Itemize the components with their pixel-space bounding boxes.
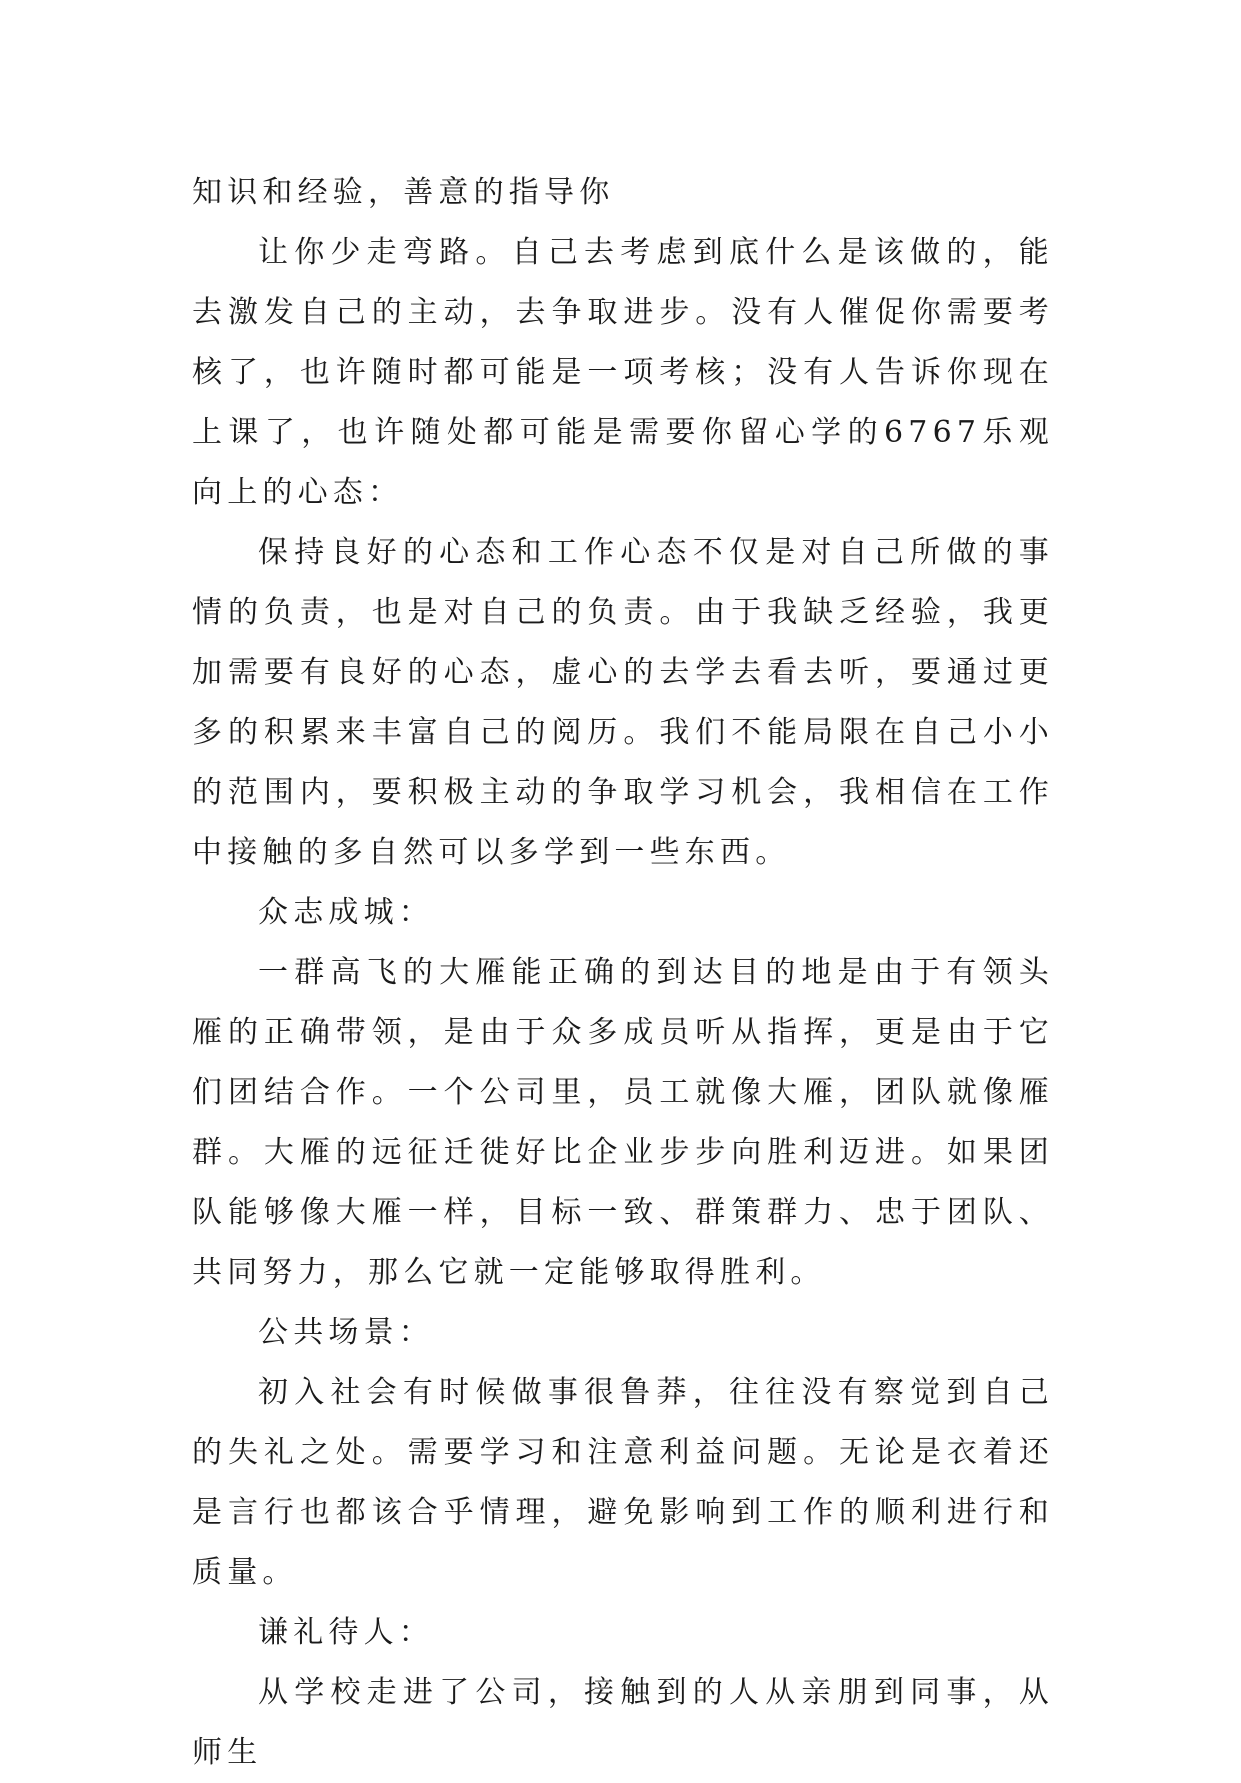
paragraph-wild-geese: 一群高飞的大雁能正确的到达目的地是由于有领头雁的正确带领，是由于众多成员听从指挥，更是由于它们团结合作。一个公司里，员工就像大雁，团队就像雁群。大雁的远征迁徙好比企业步步向胜利迈进。如果团队能够像大雁一样，目标一致、群策群力、忠于团队、共同努力，那么它就一定能够取得胜利。 xyxy=(192,955,1054,1290)
paragraph-public-scene: 初入社会有时候做事很鲁莽，往往没有察觉到自己的失礼之处。需要学习和注意利益问题。无论是衣着还是言行也都该合乎情理，避免影响到工作的顺利进行和质量。 xyxy=(192,1375,1054,1590)
paragraph-courtesy: 从学校走进了公司，接触到的人从亲朋到同事，从师生 xyxy=(192,1675,1054,1770)
section-heading-unity: 众志成城： xyxy=(258,895,434,930)
section-heading-public-scene: 公共场景： xyxy=(258,1315,434,1350)
paragraph-attitude: 保持良好的心态和工作心态不仅是对自己所做的事情的负责，也是对自己的负责。由于我缺乏经验，我更加需要有良好的心态，虚心的去学去看去听，要通过更多的积累来丰富自己的阅历。我们不能局限在自己小小的范围内，要积极主动的争取学习机会，我相信在工作中接触的多自然可以多学到一些东西。 xyxy=(192,535,1054,870)
paragraph-guidance: 让你少走弯路。自己去考虑到底什么是该做的，能去激发自己的主动，去争取进步。没有人催促你需要考核了，也许随时都可能是一项考核；没有人告诉你现在上课了，也许随处都可能是需要你留心学的6767乐观向上的心态： xyxy=(192,235,1054,510)
section-heading-courtesy: 谦礼待人： xyxy=(258,1615,434,1650)
document-page xyxy=(192,163,1054,1783)
paragraph-continuation: 知识和经验，善意的指导你 xyxy=(192,175,615,210)
